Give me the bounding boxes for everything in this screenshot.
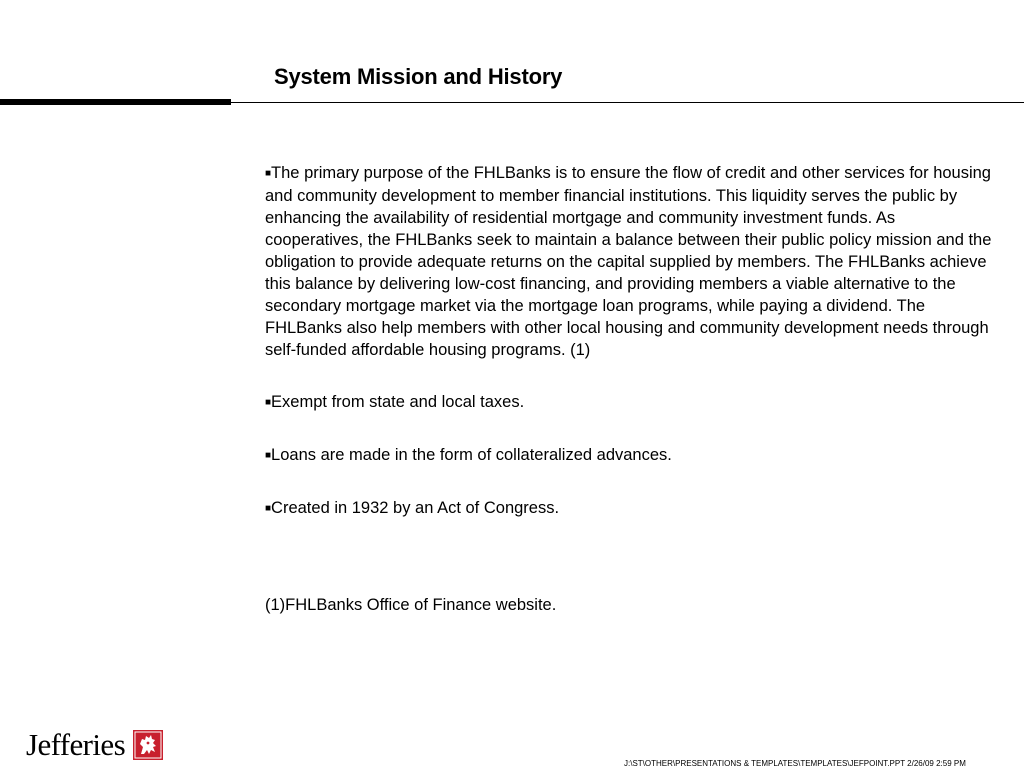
bullet-icon: ■: [265, 168, 272, 179]
file-path-footer: J:\ST\OTHER\PRESENTATIONS & TEMPLATES\TEMPLATES\JEFPOINT.PPT 2/26/09 2:59 PM: [624, 759, 966, 768]
slide-title: System Mission and History: [274, 64, 563, 89]
logo-wordmark: Jefferies: [26, 727, 126, 762]
title-underline-thick: [0, 99, 231, 105]
footnote: (1)FHLBanks Office of Finance website.: [265, 596, 557, 614]
bullet-text: Created in 1932 by an Act of Congress.: [271, 499, 560, 517]
bullet-item: [265, 444, 995, 467]
bullet-text: Loans are made in the form of collateralized advances.: [271, 446, 672, 464]
heraldic-lion-icon: [133, 730, 163, 760]
bullet-item: [265, 162, 995, 361]
bullet-text: Exempt from state and local taxes.: [271, 393, 525, 411]
title-underline-thin: [231, 102, 1024, 103]
jefferies-logo: [26, 727, 163, 763]
bullet-item: [265, 497, 995, 520]
bullet-item: [265, 391, 995, 414]
bullet-icon: ■: [265, 503, 272, 514]
bullet-icon: ■: [265, 397, 272, 408]
slide-content: [265, 162, 995, 616]
bullet-text: The primary purpose of the FHLBanks is to ensure the flow of credit and other services for housing and community development to member financial institutions. This liquidity serves the public by enhancing the availability of residential mortgage and community investment funds. As cooperatives, the FHLBanks seek to maintain a balance between their public policy mission and the obligation to provide adequate returns on the capital supplied by members. The FHLBanks achieve this balance by delivering low-cost financing, and providing members a viable alternative to the secondary mortgage market via the mortgage loan programs, while paying a dividend. The FHLBanks also help members with other local housing and community development needs through self-funded affordable housing programs. (1): [265, 164, 992, 359]
bullet-icon: ■: [265, 450, 272, 461]
